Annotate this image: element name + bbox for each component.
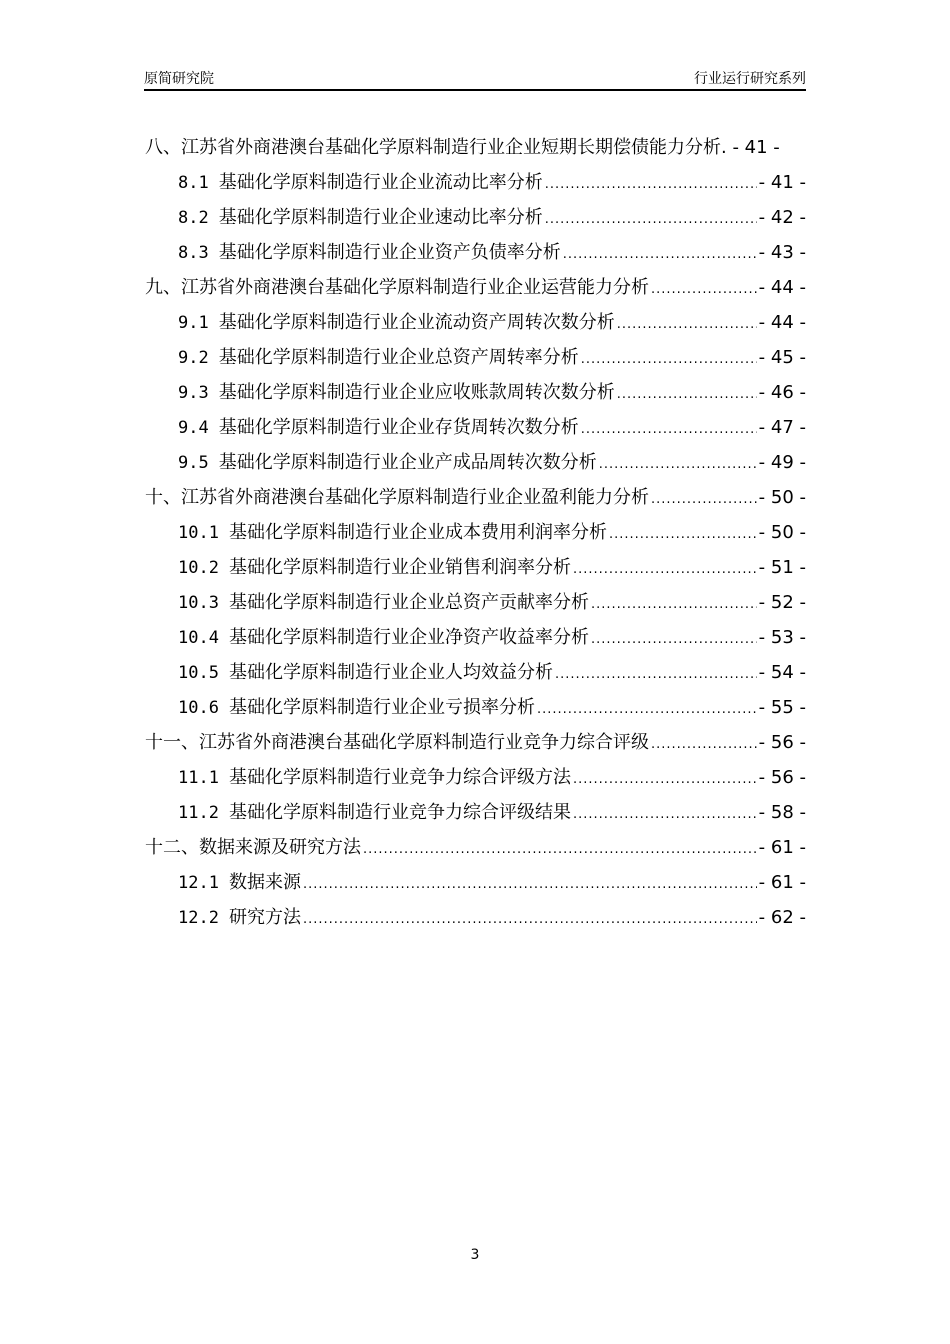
toc-entry-page: - 51 - bbox=[758, 557, 806, 578]
toc-entry-page: - 53 - bbox=[758, 627, 806, 648]
toc-entry-title: 十二、数据来源及研究方法 bbox=[145, 837, 361, 858]
dot-leader bbox=[545, 200, 757, 237]
toc-entry-number: 8.3 bbox=[178, 243, 209, 263]
dot-leader bbox=[563, 235, 757, 272]
dot-leader bbox=[573, 795, 757, 832]
toc-entry-page: - 43 - bbox=[758, 242, 806, 263]
toc-entry-page: - 61 - bbox=[758, 872, 806, 893]
toc-entry-number: 12.1 bbox=[178, 873, 219, 893]
toc-entry-title: 基础化学原料制造行业竞争力综合评级结果 bbox=[228, 802, 571, 823]
toc-entry[interactable] bbox=[145, 200, 806, 235]
toc-entry[interactable] bbox=[145, 515, 806, 550]
toc-entry[interactable] bbox=[145, 375, 806, 410]
toc-entry[interactable] bbox=[145, 585, 806, 620]
dot-leader bbox=[555, 655, 757, 692]
dot-leader bbox=[599, 445, 757, 482]
toc-entry[interactable] bbox=[145, 620, 806, 655]
toc-entry[interactable] bbox=[145, 445, 806, 480]
toc-entry[interactable] bbox=[145, 480, 806, 515]
page-number: 3 bbox=[470, 1247, 480, 1263]
dot-leader bbox=[617, 305, 757, 342]
toc-entry-number: 10.4 bbox=[178, 628, 219, 648]
table-of-contents bbox=[145, 130, 806, 935]
toc-entry[interactable] bbox=[145, 340, 806, 375]
toc-entry-number: 12.2 bbox=[178, 908, 219, 928]
toc-entry-title: 基础化学原料制造行业企业速动比率分析 bbox=[218, 207, 543, 228]
toc-entry-page: - 62 - bbox=[758, 907, 806, 928]
toc-entry-number: 11.2 bbox=[178, 803, 219, 823]
toc-entry-number: 10.6 bbox=[178, 698, 219, 718]
toc-entry-page: - 50 - bbox=[758, 522, 806, 543]
dot-leader bbox=[545, 165, 757, 202]
dot-leader bbox=[573, 550, 757, 587]
toc-entry[interactable] bbox=[145, 725, 806, 760]
dot-leader bbox=[303, 900, 757, 937]
toc-entry[interactable] bbox=[145, 270, 806, 305]
toc-entry-page: - 52 - bbox=[758, 592, 806, 613]
toc-entry-title: 基础化学原料制造行业企业总资产周转率分析 bbox=[218, 347, 579, 368]
toc-entry-page: - 47 - bbox=[758, 417, 806, 438]
toc-entry-title: 基础化学原料制造行业竞争力综合评级方法 bbox=[228, 767, 571, 788]
toc-entry-page: - 55 - bbox=[758, 697, 806, 718]
toc-entry-title: 基础化学原料制造行业企业产成品周转次数分析 bbox=[218, 452, 597, 473]
toc-entry-page: - 42 - bbox=[758, 207, 806, 228]
toc-entry-title: 数据来源 bbox=[228, 872, 301, 893]
header-divider bbox=[144, 89, 806, 91]
toc-entry-title: 基础化学原料制造行业企业资产负债率分析 bbox=[218, 242, 561, 263]
toc-entry[interactable]: 八、江苏省外商港澳台基础化学原料制造行业企业短期长期偿债能力分析. - 41 - bbox=[145, 137, 780, 158]
toc-entry-page: - 44 - bbox=[758, 277, 806, 298]
toc-entry-number: 9.2 bbox=[178, 348, 209, 368]
toc-entry-number: 9.4 bbox=[178, 418, 209, 438]
toc-entry[interactable] bbox=[145, 830, 806, 865]
toc-entry-title: 基础化学原料制造行业企业人均效益分析 bbox=[228, 662, 553, 683]
toc-entry-number: 8.1 bbox=[178, 173, 209, 193]
toc-entry[interactable] bbox=[145, 690, 806, 725]
toc-entry-title: 基础化学原料制造行业企业应收账款周转次数分析 bbox=[218, 382, 615, 403]
dot-leader bbox=[651, 270, 757, 307]
toc-entry-number: 10.3 bbox=[178, 593, 219, 613]
dot-leader bbox=[581, 410, 757, 447]
toc-entry[interactable] bbox=[145, 760, 806, 795]
toc-entry-title: 基础化学原料制造行业企业流动比率分析 bbox=[218, 172, 543, 193]
toc-entry-page: - 46 - bbox=[758, 382, 806, 403]
toc-entry[interactable] bbox=[145, 900, 806, 935]
page-header bbox=[144, 66, 806, 88]
toc-entry-page: - 41 - bbox=[758, 172, 806, 193]
toc-entry-number: 10.1 bbox=[178, 523, 219, 543]
toc-entry-page: - 44 - bbox=[758, 312, 806, 333]
toc-entry-page: - 50 - bbox=[758, 487, 806, 508]
dot-leader bbox=[573, 760, 757, 797]
dot-leader bbox=[537, 690, 757, 727]
toc-entry-title: 研究方法 bbox=[228, 907, 301, 928]
header-right: 行业运行研究系列 bbox=[694, 71, 806, 87]
toc-entry-number: 10.2 bbox=[178, 558, 219, 578]
toc-entry-number: 9.1 bbox=[178, 313, 209, 333]
dot-leader bbox=[651, 725, 757, 762]
toc-entry-page: - 41 - bbox=[732, 137, 780, 158]
toc-entry-title: 九、江苏省外商港澳台基础化学原料制造行业企业运营能力分析 bbox=[145, 277, 649, 298]
toc-entry-number: 8.2 bbox=[178, 208, 209, 228]
toc-entry-page: - 45 - bbox=[758, 347, 806, 368]
toc-entry-title: 基础化学原料制造行业企业流动资产周转次数分析 bbox=[218, 312, 615, 333]
toc-entry-page: - 56 - bbox=[758, 732, 806, 753]
toc-entry[interactable] bbox=[145, 795, 806, 830]
dot-leader bbox=[609, 515, 757, 552]
dot-leader bbox=[591, 620, 757, 657]
toc-entry-title: 基础化学原料制造行业企业存货周转次数分析 bbox=[218, 417, 579, 438]
toc-entry-title: 十、江苏省外商港澳台基础化学原料制造行业企业盈利能力分析 bbox=[145, 487, 649, 508]
dot-leader bbox=[303, 865, 757, 902]
header-left: 原简研究院 bbox=[144, 71, 214, 87]
toc-entry[interactable] bbox=[145, 410, 806, 445]
toc-entry-title: 基础化学原料制造行业企业销售利润率分析 bbox=[228, 557, 571, 578]
toc-entry-page: - 58 - bbox=[758, 802, 806, 823]
toc-entry[interactable] bbox=[145, 655, 806, 690]
toc-entry[interactable] bbox=[145, 865, 806, 900]
dot-leader bbox=[651, 480, 757, 517]
toc-entry[interactable] bbox=[145, 235, 806, 270]
dot-leader bbox=[363, 830, 757, 867]
toc-entry-title: 基础化学原料制造行业企业成本费用利润率分析 bbox=[228, 522, 607, 543]
toc-entry-page: - 61 - bbox=[758, 837, 806, 858]
toc-entry[interactable] bbox=[145, 550, 806, 585]
toc-entry-title: 十一、江苏省外商港澳台基础化学原料制造行业竞争力综合评级 bbox=[145, 732, 649, 753]
toc-entry-number: 9.3 bbox=[178, 383, 209, 403]
dot-leader bbox=[591, 585, 757, 622]
toc-entry-page: - 49 - bbox=[758, 452, 806, 473]
toc-entry-title: 基础化学原料制造行业企业亏损率分析 bbox=[228, 697, 535, 718]
dot-leader bbox=[617, 375, 757, 412]
toc-entry[interactable] bbox=[145, 165, 806, 200]
toc-entry-number: 10.5 bbox=[178, 663, 219, 683]
toc-entry-title: 基础化学原料制造行业企业净资产收益率分析 bbox=[228, 627, 589, 648]
toc-entry-number: 9.5 bbox=[178, 453, 209, 473]
toc-entry-page: - 56 - bbox=[758, 767, 806, 788]
toc-entry-title: 基础化学原料制造行业企业总资产贡献率分析 bbox=[228, 592, 589, 613]
toc-entry-page: - 54 - bbox=[758, 662, 806, 683]
dot-leader bbox=[581, 340, 757, 377]
toc-entry-number: 11.1 bbox=[178, 768, 219, 788]
toc-entry-title: 八、江苏省外商港澳台基础化学原料制造行业企业短期长期偿债能力分析 bbox=[145, 137, 721, 158]
toc-entry[interactable] bbox=[145, 305, 806, 340]
